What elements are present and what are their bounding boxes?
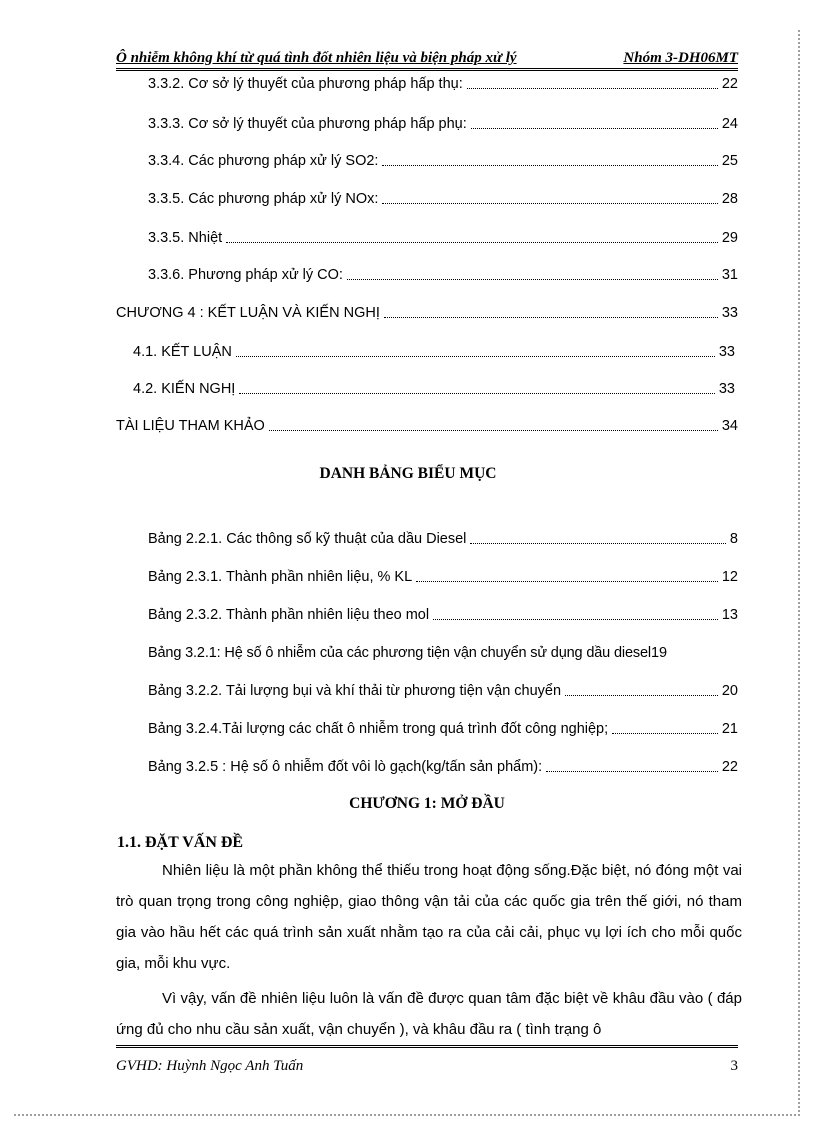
toc-entry[interactable] xyxy=(148,73,738,95)
toc-entry[interactable] xyxy=(148,150,738,172)
toc-leader-dots xyxy=(384,302,718,318)
toc-entry[interactable] xyxy=(148,113,738,135)
toc-entry-page: 34 xyxy=(721,418,738,434)
toc-entry-page: 22 xyxy=(721,76,738,92)
toc-leader-dots xyxy=(416,566,718,582)
table-entry-page: 22 xyxy=(721,759,738,775)
running-header xyxy=(116,48,738,71)
toc-entry-text: TÀI LIỆU THAM KHẢO xyxy=(116,418,265,434)
toc-leader-dots xyxy=(382,150,717,166)
table-entry-text: Bảng 3.2.5 : Hệ số ô nhiễm đốt vôi lò gạch(kg/tấn sản phẩm): xyxy=(148,759,543,775)
toc-leader-dots xyxy=(382,188,717,204)
body-paragraph: Vì vậy, vấn đề nhiên liệu luôn là vấn đề được quan tâm đặc biệt về khâu đầu vào ( đáp ứng đủ cho nhu cầu sản xuất, vận chuyển ), và khâu đầu ra ( tình trạng ô xyxy=(116,990,742,1038)
toc-entry-page: 28 xyxy=(721,191,738,207)
toc-leader-dots xyxy=(347,264,718,280)
table-entry-text: Bảng 3.2.1: Hệ số ô nhiễm của các phương tiện vận chuyển sử dụng dầu diesel xyxy=(148,645,651,661)
toc-leader-dots xyxy=(236,341,715,357)
toc-leader-dots xyxy=(470,528,726,544)
toc-entry-text: 3.3.3. Cơ sở lý thuyết của phương pháp hấp phụ: xyxy=(148,116,467,132)
table-entry-page: 12 xyxy=(721,569,738,585)
table-entry-page: 19 xyxy=(650,645,668,661)
toc-entry-text: 4.2. KIẾN NGHỊ xyxy=(133,381,236,397)
chapter-title: CHƯƠNG 1: MỞ ĐẦU xyxy=(349,795,505,812)
toc-entry-text: 4.1. KẾT LUẬN xyxy=(133,344,232,360)
table-list-entry[interactable] xyxy=(148,528,738,550)
table-list-entry[interactable] xyxy=(148,680,738,702)
toc-leader-dots xyxy=(467,73,718,89)
toc-leader-dots xyxy=(433,604,718,620)
toc-entry-page: 31 xyxy=(721,267,738,283)
toc-entry-page: 25 xyxy=(721,153,738,169)
tables-list-heading: DANH BẢNG BIỂU MỤC xyxy=(319,465,497,482)
toc-entry[interactable] xyxy=(148,227,738,249)
table-list-entry[interactable] xyxy=(148,718,738,740)
page-number: 3 xyxy=(730,1058,738,1074)
header-title: Ô nhiễm không khí từ quá tình đốt nhiên liệu và biện pháp xử lý xyxy=(116,50,517,66)
table-entry-text: Bảng 2.2.1. Các thông số kỹ thuật của dầu Diesel xyxy=(148,531,467,547)
toc-entry-text: CHƯƠNG 4 : KẾT LUẬN VÀ KIẾN NGHỊ xyxy=(116,305,380,321)
toc-entry-references[interactable] xyxy=(116,415,738,437)
toc-entry[interactable] xyxy=(133,341,735,363)
table-list-entry[interactable] xyxy=(148,756,738,778)
footer-rule xyxy=(116,1045,738,1048)
table-entry-page: 21 xyxy=(721,721,738,737)
toc-leader-dots xyxy=(546,756,718,772)
toc-leader-dots xyxy=(565,680,718,696)
table-list-entry[interactable] xyxy=(148,642,738,664)
toc-entry-page: 33 xyxy=(718,381,735,397)
toc-entry-page: 33 xyxy=(721,305,738,321)
toc-entry-text: 3.3.5. Nhiệt xyxy=(148,230,223,246)
table-entry-text: Bảng 2.3.1. Thành phần nhiên liệu, % KL xyxy=(148,569,413,585)
page-border-right xyxy=(798,30,800,1116)
table-entry-page: 8 xyxy=(729,531,738,547)
toc-entry-text: 3.3.4. Các phương pháp xử lý SO2: xyxy=(148,153,379,169)
toc-entry-page: 33 xyxy=(718,344,735,360)
toc-leader-dots xyxy=(239,378,715,394)
toc-leader-dots xyxy=(612,718,718,734)
table-list-entry[interactable] xyxy=(148,604,738,626)
toc-leader-dots xyxy=(471,113,718,129)
toc-entry-text: 3.3.6. Phương pháp xử lý CO: xyxy=(148,267,343,283)
table-list-entry[interactable] xyxy=(148,566,738,588)
toc-leader-dots xyxy=(269,415,718,431)
toc-entry-chapter[interactable] xyxy=(116,302,738,324)
table-entry-page: 13 xyxy=(721,607,738,623)
table-entry-text: Bảng 2.3.2. Thành phần nhiên liệu theo mol xyxy=(148,607,430,623)
header-group: Nhóm 3-DH06MT xyxy=(623,50,738,66)
page-border-bottom xyxy=(14,1114,800,1116)
toc-entry-text: 3.3.2. Cơ sở lý thuyết của phương pháp hấp thụ: xyxy=(148,76,463,92)
toc-entry[interactable] xyxy=(133,378,735,400)
table-entry-page: 20 xyxy=(721,683,738,699)
toc-entry-text: 3.3.5. Các phương pháp xử lý NOx: xyxy=(148,191,379,207)
toc-entry[interactable] xyxy=(148,188,738,210)
body-paragraph: Nhiên liệu là một phần không thể thiếu trong hoạt động sống.Đặc biệt, nó đóng một vai trò quan trọng trong công nghiệp, giao thông vận tải của các quốc gia trên thế giới, nó tham gia vào hầu hết các quá trình sản xuất nhằm tạo ra của cải cải, phục vụ lợi ích cho mỗi quốc gia, mỗi khu vực. xyxy=(116,862,742,972)
footer-advisor: GVHD: Huỳnh Ngọc Anh Tuấn xyxy=(116,1058,304,1074)
toc-entry[interactable] xyxy=(148,264,738,286)
toc-leader-dots xyxy=(226,227,718,243)
table-entry-text: Bảng 3.2.4.Tải lượng các chất ô nhiễm trong quá trình đốt công nghiệp; xyxy=(148,721,609,737)
section-heading: 1.1. ĐẶT VẤN ĐỀ xyxy=(117,834,244,851)
table-entry-text: Bảng 3.2.2. Tải lượng bụi và khí thải từ phương tiện vận chuyển xyxy=(148,683,562,699)
toc-entry-page: 29 xyxy=(721,230,738,246)
toc-entry-page: 24 xyxy=(721,116,738,132)
